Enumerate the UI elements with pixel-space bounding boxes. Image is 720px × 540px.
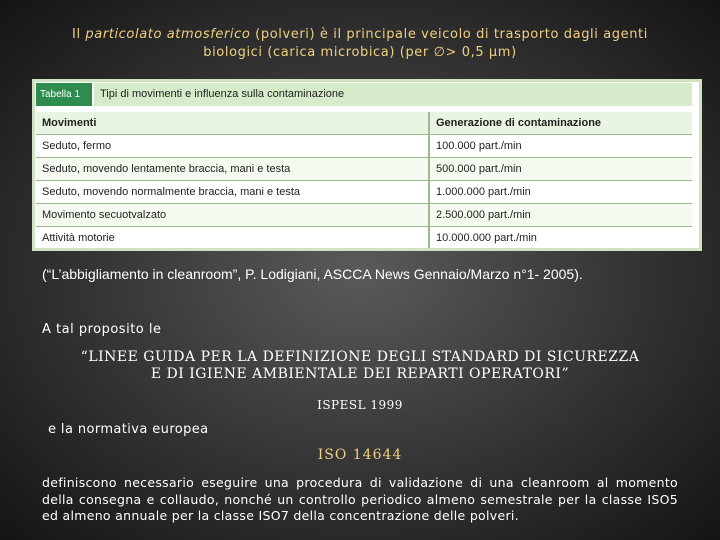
guideline-title xyxy=(20,349,700,383)
table-row xyxy=(36,135,692,158)
table-title: Tipi di movimenti e influenza sulla contaminazione xyxy=(92,83,692,106)
table-row xyxy=(36,181,692,204)
intro-text: A tal proposito le xyxy=(42,322,162,337)
contamination-table-image xyxy=(32,79,702,251)
table-cell: Seduto, fermo xyxy=(36,135,429,158)
ispesl-reference: ISPESL 1999 xyxy=(317,398,403,412)
table-row xyxy=(36,227,692,250)
title-rest: (polveri) è il principale veicolo di trasporto dagli agenti xyxy=(250,27,648,42)
title-italic-term: particolato atmosferico xyxy=(85,27,251,42)
guideline-title-line1: “LINEE GUIDA PER LA DEFINIZIONE DEGLI STANDARD DI SICUREZZA xyxy=(80,349,640,365)
title-prefix: Il xyxy=(72,27,86,42)
table-cell: 500.000 part./min xyxy=(429,158,692,181)
table-cell: 100.000 part./min xyxy=(429,135,692,158)
contamination-table xyxy=(36,112,692,250)
table-header-row xyxy=(36,112,692,135)
iso-standard: ISO 14644 xyxy=(317,447,403,463)
table-cell: Movimento secuotvalzato xyxy=(36,204,429,227)
header-movimenti: Movimenti xyxy=(36,112,429,135)
table-row xyxy=(36,204,692,227)
title-line2: biologici (carica microbica) (per ∅> 0,5 μm) xyxy=(203,45,517,60)
table-cell: Seduto, movendo lentamente braccia, mani e testa xyxy=(36,158,429,181)
header-generazione: Generazione di contaminazione xyxy=(429,112,692,135)
body-paragraph: definiscono necessario eseguire una procedura di validazione di una cleanroom al momento della consegna e collaudo, nonché un controllo periodico almeno semestrale per la classe ISO5 ed almeno annuale per la classe ISO7 della concentrazione delle polveri. xyxy=(42,475,678,523)
table-number: Tabella 1 xyxy=(36,83,92,106)
table-cell: Seduto, movendo normalmente braccia, mani e testa xyxy=(36,181,429,204)
table-cell: 10.000.000 part./min xyxy=(429,227,692,250)
table-cell: 1.000.000 part./min xyxy=(429,181,692,204)
table-cell: 2.500.000 part./min xyxy=(429,204,692,227)
slide-title xyxy=(20,26,700,62)
normativa-text: e la normativa europea xyxy=(48,422,209,437)
citation: (“L’abbigliamento in cleanroom”, P. Lodigiani, ASCCA News Gennaio/Marzo n°1- 2005). xyxy=(42,266,583,282)
table-cell: Attività motorie xyxy=(36,227,429,250)
guideline-title-line2: E DI IGIENE AMBIENTALE DEI REPARTI OPERATORI” xyxy=(150,366,570,382)
table-caption xyxy=(36,83,692,106)
table-row xyxy=(36,158,692,181)
